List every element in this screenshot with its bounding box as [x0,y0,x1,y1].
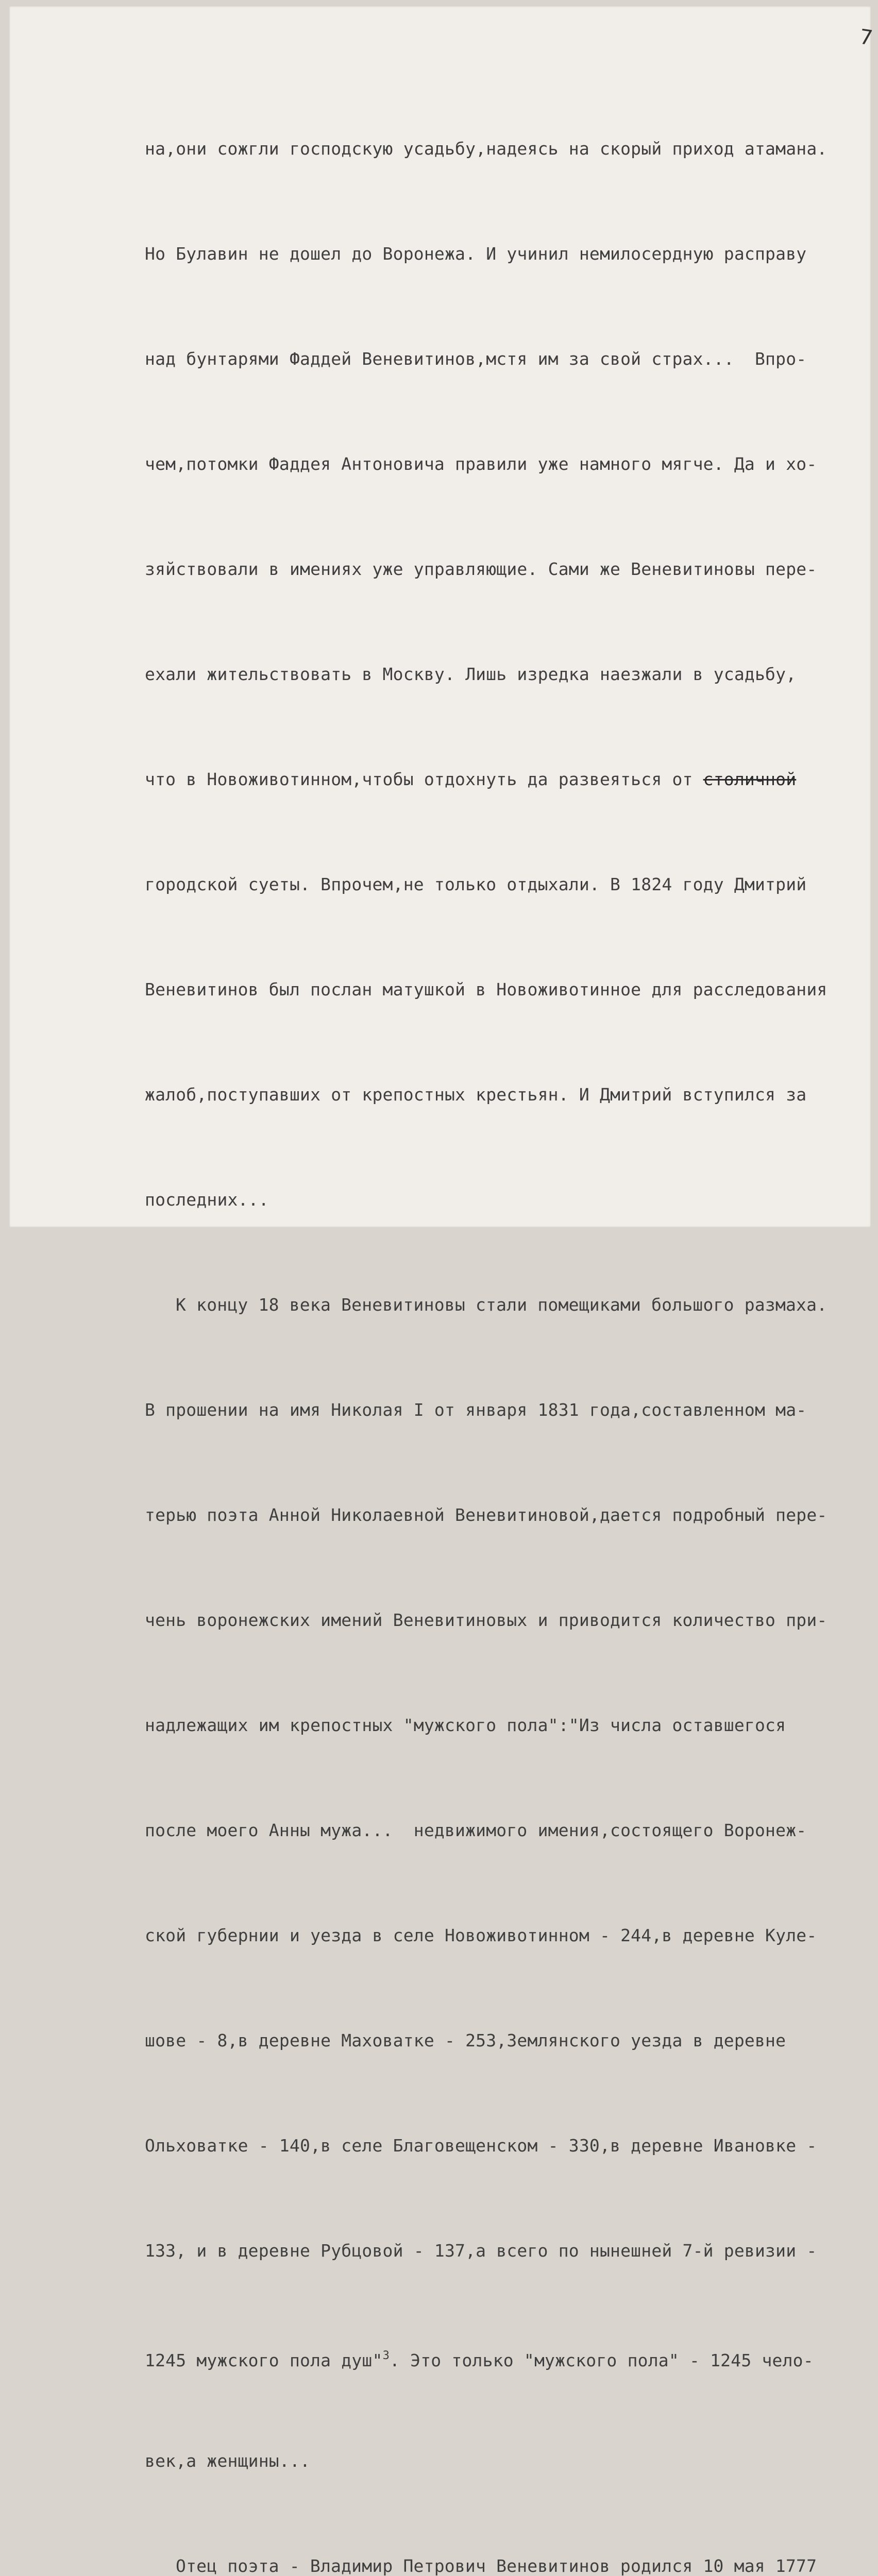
text-line: Но Булавин не дошел до Воронежа. И учинил немилосердную расправу [145,244,807,264]
text-line: В прошении на имя Николая I от января 1831 года,составленном ма- [145,1400,807,1420]
text-line: жалоб,поступавших от крепостных крестьян. И Дмитрий вступился за [145,1084,807,1105]
text-line: Веневитинов был послан матушкой в Новоживотинное для расследования [145,979,828,999]
text-line: К концу 18 века Веневитиновы стали помещиками большого размаха. [176,1295,828,1315]
struck-word: столичной [703,769,797,789]
text-line: Отец поэта - Владимир Петрович Веневитинов родился 10 мая 1777 [176,2556,817,2576]
text-line [145,762,871,797]
text-line: век,а женщины... [145,2451,311,2471]
page-number: 7 [857,25,874,50]
text-line: 133, и в деревне Рубцовой - 137,а всего по нынешней 7-й ревизии - [145,2241,817,2261]
text-line: терью поэта Анной Николаевной Веневитиновой,дается подробный пере- [145,1505,828,1525]
text-line: надлежащих им крепостных "мужского пола":"Из числа оставшегося [145,1715,786,1735]
text-line: шове - 8,в деревне Маховатке - 253,Землянского уезда в деревне [145,2030,786,2050]
text-line: чень воронежских имений Веневитиновых и приводится количество при- [145,1610,828,1630]
text-line: последних... [145,1190,269,1210]
text-line: на,они сожгли господскую усадьбу,надеясь на скорый приход атамана. [145,139,828,159]
text-segment: 1245 мужского пола душ" [145,2350,383,2370]
text-line: городской суеты. Впрочем,не только отдыхали. В 1824 году Дмитрий [145,874,807,894]
text-segment: . Это только "мужского пола" - 1245 чело- [390,2350,814,2370]
footnote-marker: 3 [382,2349,390,2362]
document-page [9,6,874,2576]
text-line: ской губернии и уезда в селе Новоживотинном - 244,в деревне Куле- [145,1925,817,1945]
text-line: после моего Анны мужа... недвижимого имения,состоящего Воронеж- [145,1820,807,1840]
text-line [145,2338,871,2374]
text-line: Ольховатке - 140,в селе Благовещенском - 330,в деревне Ивановке - [145,2136,817,2156]
typewritten-text [145,61,871,2576]
text-line: зяйствовали в имениях уже управляющие. Сами же Веневитиновы пере- [145,559,817,579]
text-line: ехали жительствовать в Москву. Лишь изредка наезжали в усадьбу, [145,664,797,684]
text-segment: что в Новоживотинном,чтобы отдохнуть да развеяться от [145,769,703,789]
text-line: чем,потомки Фаддея Антоновича правили уже намного мягче. Да и хо- [145,454,817,474]
text-line: над бунтарями Фаддей Веневитинов,мстя им за свой страх... Впро- [145,349,807,369]
